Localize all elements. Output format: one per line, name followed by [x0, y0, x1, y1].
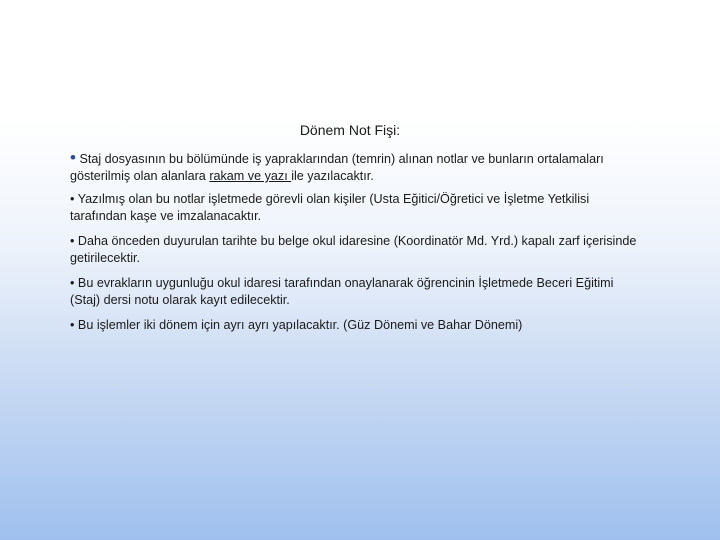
- bullet-icon: •: [70, 234, 75, 248]
- paragraph-4-text: Bu evrakların uygunluğu okul idaresi tarafından onaylanarak öğrencinin İşletmede Beceri Eğitimi (Staj) dersi notu olarak kayıt edilecektir.: [70, 276, 614, 307]
- paragraph-4: [70, 275, 640, 309]
- paragraph-1: [70, 148, 640, 185]
- paragraph-2-text: Yazılmış olan bu notlar işletmede görevli olan kişiler (Usta Eğitici/Öğretici ve İşletme Yetkilisi tarafından kaşe ve imzalanacaktır.: [70, 192, 590, 223]
- bullet-icon: •: [70, 192, 75, 206]
- paragraph-5-text: Bu işlemler iki dönem için ayrı ayrı yapılacaktır. (Güz Dönemi ve Bahar Dönemi): [77, 318, 523, 332]
- paragraph-5: [70, 317, 640, 334]
- paragraph-2: [70, 191, 640, 225]
- paragraph-3-text: Daha önceden duyurulan tarihte bu belge okul idaresine (Koordinatör Md. Yrd.) kapalı zarf içerisinde getirilecektir.: [70, 234, 637, 265]
- paragraph-1-text-a: Staj dosyasının bu bölümünde iş yapraklarından (temrin) alınan notlar ve bunların ortalamaları gösterilmiş olan alanlara: [70, 152, 604, 183]
- paragraph-1-underlined: rakam ve yazı: [209, 169, 292, 183]
- paragraph-3: [70, 233, 640, 267]
- paragraph-1-text-b: ile yazılacaktır.: [291, 169, 374, 183]
- bullet-icon: •: [70, 148, 76, 167]
- bullet-icon: •: [70, 276, 75, 290]
- slide-title: Dönem Not Fişi:: [299, 122, 401, 138]
- bullet-icon: •: [70, 318, 75, 332]
- slide-body: [70, 148, 640, 342]
